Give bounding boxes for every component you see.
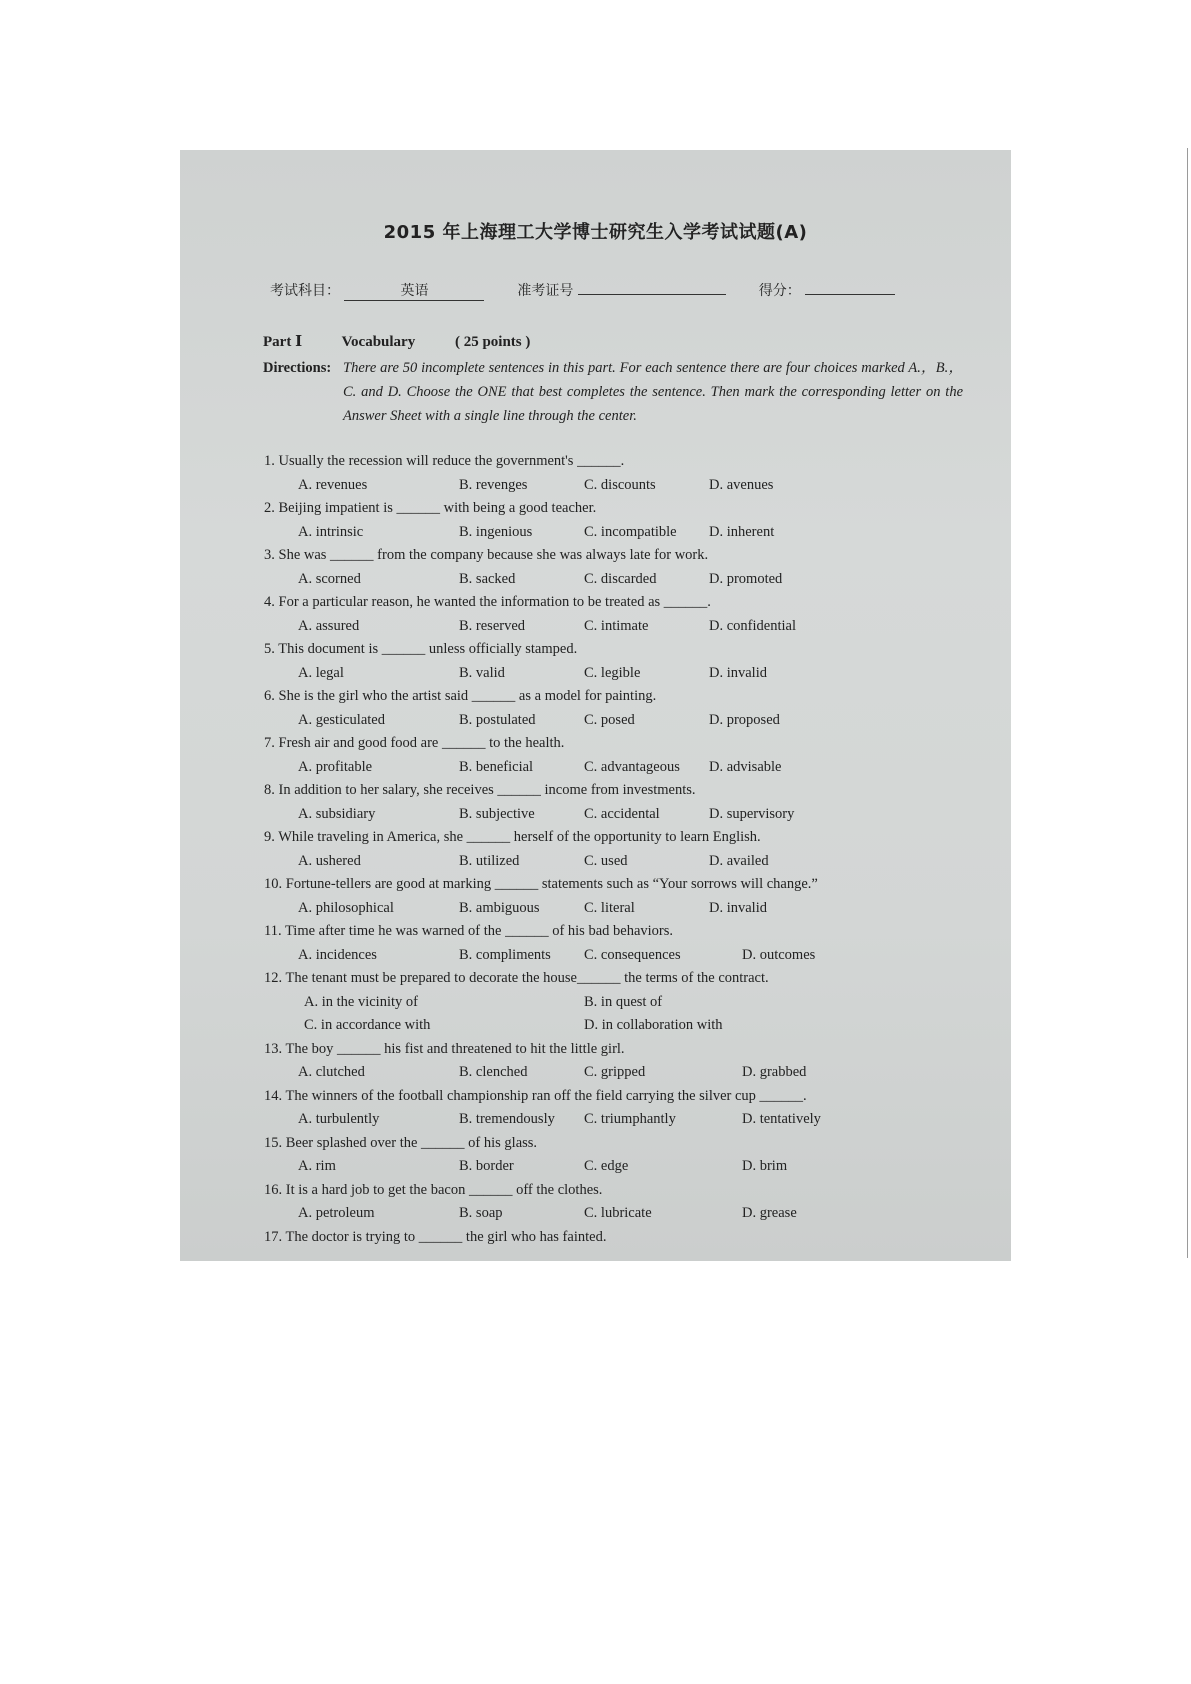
option-d[interactable]: D. tentatively	[742, 1111, 821, 1127]
exam-photo	[180, 150, 1011, 1261]
option-a[interactable]: A. revenues	[298, 476, 368, 493]
option-d[interactable]: D. outcomes	[742, 946, 816, 963]
option-a[interactable]: A. intrinsic	[298, 523, 364, 540]
question-stem: 6. She is the girl who the artist said ______ as a model for painting.	[264, 688, 657, 704]
option-a[interactable]: A. petroleum	[298, 1205, 375, 1221]
options-row	[264, 709, 964, 733]
question-stem: 11. Time after time he was warned of the ______ of his bad behaviors.	[264, 923, 674, 939]
option-a[interactable]: A. rim	[298, 1158, 336, 1174]
options-row	[264, 1108, 964, 1132]
option-a[interactable]: A. scorned	[298, 570, 361, 587]
option-c[interactable]: C. in accordance with	[304, 1017, 431, 1033]
option-d[interactable]: D. grease	[742, 1205, 797, 1221]
question-stem: 3. She was ______ from the company because she was always late for work.	[264, 547, 709, 563]
question-list	[264, 450, 964, 1249]
option-b[interactable]: B. beneficial	[459, 758, 534, 775]
option-c[interactable]: C. edge	[584, 1158, 629, 1174]
option-d[interactable]: D. avenues	[709, 476, 774, 493]
option-a[interactable]: A. profitable	[298, 758, 373, 775]
option-b[interactable]: B. soap	[459, 1205, 503, 1221]
options-row	[264, 1155, 964, 1179]
question-stem: 10. Fortune-tellers are good at marking ______ statements such as “Your sorrows will change.”	[264, 876, 818, 892]
question-stem: 7. Fresh air and good food are ______ to the health.	[264, 735, 565, 751]
option-b[interactable]: B. revenges	[459, 476, 528, 493]
part-points: ( 25 points )	[454, 334, 531, 350]
options-row	[264, 756, 964, 780]
question-stem: 5. This document is ______ unless officially stamped.	[264, 641, 578, 657]
option-b[interactable]: B. ambiguous	[459, 899, 540, 916]
option-b[interactable]: B. compliments	[459, 946, 551, 963]
question-stem: 14. The winners of the football championship ran off the field carrying the silver cup ______.	[264, 1087, 807, 1104]
option-b[interactable]: B. ingenious	[459, 523, 533, 540]
option-d[interactable]: D. invalid	[709, 664, 767, 681]
question-stem: 2. Beijing impatient is ______ with being a good teacher.	[264, 500, 597, 516]
question-stem: 17. The doctor is trying to ______ the girl who has fainted.	[264, 1228, 607, 1245]
option-c[interactable]: C. legible	[584, 664, 641, 681]
id-label: 准考证号	[517, 283, 574, 299]
option-c[interactable]: C. gripped	[584, 1064, 646, 1080]
option-b[interactable]: B. valid	[459, 664, 505, 681]
option-d[interactable]: D. inherent	[709, 523, 775, 540]
options-row	[264, 850, 964, 874]
part-label: Part Ⅰ	[263, 334, 303, 350]
subject-field: 英语	[344, 280, 484, 301]
option-b[interactable]: B. border	[459, 1158, 514, 1174]
option-a[interactable]: A. legal	[298, 664, 344, 681]
option-a[interactable]: A. in the vicinity of	[304, 993, 418, 1010]
options-row	[264, 991, 964, 1015]
page-edge-rule	[1187, 148, 1188, 1258]
option-c[interactable]: C. discounts	[584, 476, 656, 493]
question-stem: 1. Usually the recession will reduce the government's ______.	[264, 453, 625, 469]
option-d[interactable]: D. proposed	[709, 711, 780, 728]
option-c[interactable]: C. literal	[584, 899, 635, 916]
exam-title: 2015 年上海理工大学博士研究生入学考试试题(A)	[383, 222, 808, 243]
option-d[interactable]: D. supervisory	[709, 805, 795, 822]
option-d[interactable]: D. in collaboration with	[584, 1017, 723, 1033]
option-b[interactable]: B. subjective	[459, 805, 535, 822]
option-d[interactable]: D. confidential	[709, 617, 796, 634]
id-field	[578, 294, 726, 295]
option-d[interactable]: D. availed	[709, 852, 769, 869]
part-name: Vocabulary	[341, 334, 416, 350]
option-b[interactable]: B. postulated	[459, 711, 536, 728]
subject-label: 考试科目：	[270, 283, 340, 299]
option-c[interactable]: C. posed	[584, 711, 635, 728]
option-b[interactable]: B. reserved	[459, 617, 526, 634]
question-stem: 15. Beer splashed over the ______ of his glass.	[264, 1134, 538, 1151]
option-d[interactable]: D. brim	[742, 1158, 788, 1174]
options-row	[264, 568, 964, 592]
question-stem: 12. The tenant must be prepared to decorate the house______ the terms of the contract.	[264, 970, 769, 986]
option-b[interactable]: B. clenched	[459, 1064, 528, 1080]
option-a[interactable]: A. philosophical	[298, 899, 394, 916]
option-c[interactable]: C. used	[584, 852, 628, 869]
option-a[interactable]: A. subsidiary	[298, 805, 376, 822]
question-stem: 8. In addition to her salary, she receives ______ income from investments.	[264, 782, 696, 798]
options-row	[264, 521, 964, 545]
option-c[interactable]: C. advantageous	[584, 758, 680, 775]
option-c[interactable]: C. intimate	[584, 617, 649, 634]
options-row	[264, 1061, 964, 1085]
option-c[interactable]: C. discarded	[584, 570, 657, 587]
options-row	[264, 474, 964, 498]
option-d[interactable]: D. grabbed	[742, 1064, 807, 1080]
exam-meta-row	[270, 280, 895, 301]
options-row	[264, 1014, 964, 1038]
option-c[interactable]: C. consequences	[584, 946, 681, 963]
question-stem: 13. The boy ______ his fist and threatened to hit the little girl.	[264, 1040, 625, 1057]
question-stem: 4. For a particular reason, he wanted the information to be treated as ______.	[264, 594, 711, 610]
option-a[interactable]: A. ushered	[298, 852, 361, 869]
question-stem: 9. While traveling in America, she ______ herself of the opportunity to learn English.	[264, 829, 761, 845]
option-c[interactable]: C. accidental	[584, 805, 660, 822]
options-row	[264, 803, 964, 827]
option-b[interactable]: B. sacked	[459, 570, 516, 587]
part-heading	[263, 332, 566, 351]
option-b[interactable]: B. utilized	[459, 852, 520, 869]
question-stem: 16. It is a hard job to get the bacon ______ off the clothes.	[264, 1181, 603, 1198]
directions-text: There are 50 incomplete sentences in this part. For each sentence there are four choices marked A.，B.，C. and D. Choose the ONE that best completes the sentence. Then mark the corresponding letter on the Answer Sheet with a single line through the center.	[343, 360, 963, 424]
options-row	[264, 944, 964, 968]
options-row	[264, 1202, 964, 1226]
option-a[interactable]: A. gesticulated	[298, 711, 385, 728]
options-row	[264, 615, 964, 639]
option-b[interactable]: B. tremendously	[459, 1111, 555, 1127]
options-row	[264, 897, 964, 921]
option-c[interactable]: C. lubricate	[584, 1205, 652, 1221]
option-a[interactable]: A. clutched	[298, 1064, 365, 1080]
option-b[interactable]: B. in quest of	[584, 993, 663, 1010]
option-d[interactable]: D. advisable	[709, 758, 782, 775]
option-a[interactable]: A. assured	[298, 617, 360, 634]
score-field	[805, 294, 895, 295]
option-c[interactable]: C. incompatible	[584, 523, 677, 540]
option-a[interactable]: A. incidences	[298, 946, 377, 963]
directions	[263, 356, 963, 428]
option-c[interactable]: C. triumphantly	[584, 1111, 676, 1127]
option-d[interactable]: D. invalid	[709, 899, 767, 916]
options-row	[264, 662, 964, 686]
option-a[interactable]: A. turbulently	[298, 1111, 380, 1127]
directions-label: Directions:	[263, 360, 332, 376]
score-label: 得分：	[758, 283, 801, 299]
option-d[interactable]: D. promoted	[709, 570, 783, 587]
